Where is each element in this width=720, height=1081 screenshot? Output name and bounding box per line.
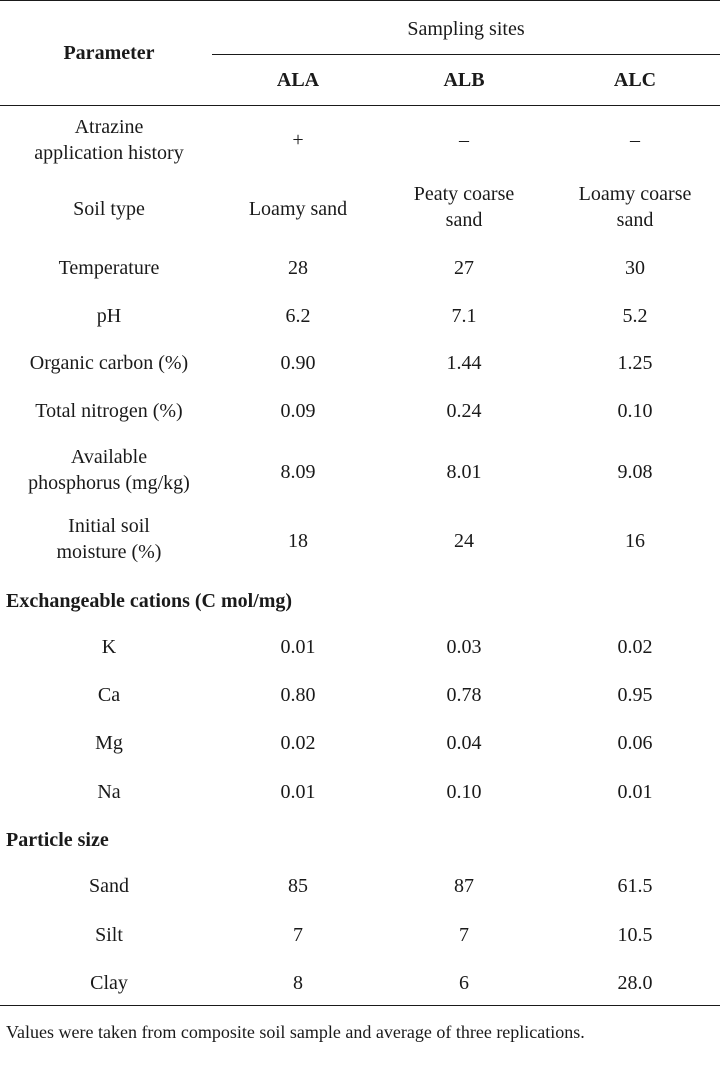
row-clay-alc: 28.0 — [617, 972, 653, 994]
row-temperature-alc: 30 — [625, 257, 645, 279]
row-total-nitrogen-ala: 0.09 — [280, 400, 316, 422]
row-ca-alc: 0.95 — [617, 684, 653, 706]
value-line: sand — [616, 209, 654, 231]
row-atrazine-alb: – — [459, 129, 469, 151]
row-ph-label: pH — [96, 305, 122, 327]
row-ca-ala: 0.80 — [280, 684, 316, 706]
row-phosphorus-ala: 8.09 — [280, 461, 316, 483]
row-atrazine-alc: – — [630, 129, 640, 151]
label-line: application history — [34, 142, 184, 164]
section-exchangeable-cations: Exchangeable cations (C mol/mg) — [6, 590, 293, 612]
row-organic-carbon-ala: 0.90 — [280, 352, 316, 374]
value-line: Peaty coarse — [413, 183, 515, 205]
row-na-label: Na — [97, 781, 121, 803]
row-temperature-alb: 27 — [454, 257, 474, 279]
row-moisture-alb: 24 — [454, 530, 474, 552]
row-sand-label: Sand — [89, 875, 129, 897]
row-silt-alb: 7 — [459, 924, 469, 946]
sampling-sites-rule — [212, 54, 720, 55]
row-mg-alb: 0.04 — [446, 732, 482, 754]
row-clay-ala: 8 — [293, 972, 303, 994]
label-line: Available — [70, 446, 148, 468]
row-na-alc: 0.01 — [617, 781, 653, 803]
row-ca-alb: 0.78 — [446, 684, 482, 706]
row-ph-alc: 5.2 — [622, 305, 648, 327]
row-soil-type-ala: Loamy sand — [248, 198, 348, 220]
row-mg-label: Mg — [95, 732, 123, 754]
site-header-ala: ALA — [276, 69, 320, 91]
label-line: Atrazine — [74, 116, 144, 138]
row-moisture-alc: 16 — [625, 530, 645, 552]
row-sand-alb: 87 — [454, 875, 474, 897]
row-mg-ala: 0.02 — [280, 732, 316, 754]
row-ca-label: Ca — [97, 684, 121, 706]
row-ph-alb: 7.1 — [451, 305, 477, 327]
row-total-nitrogen-label: Total nitrogen (%) — [35, 400, 183, 422]
row-moisture-label — [0, 513, 218, 565]
row-soil-type-alb — [378, 181, 550, 233]
row-total-nitrogen-alc: 0.10 — [617, 400, 653, 422]
row-total-nitrogen-alb: 0.24 — [446, 400, 482, 422]
sampling-sites-header: Sampling sites — [407, 18, 525, 40]
row-na-alb: 0.10 — [446, 781, 482, 803]
value-line: sand — [445, 209, 483, 231]
row-organic-carbon-alc: 1.25 — [617, 352, 653, 374]
row-k-alb: 0.03 — [446, 636, 482, 658]
row-silt-label: Silt — [95, 924, 123, 946]
section-particle-size: Particle size — [6, 829, 109, 851]
row-phosphorus-alb: 8.01 — [446, 461, 482, 483]
label-line: moisture (%) — [56, 541, 162, 563]
row-phosphorus-label — [0, 444, 218, 496]
row-atrazine-ala: + — [292, 129, 304, 151]
parameter-header: Parameter — [63, 42, 155, 64]
table-top-rule — [0, 0, 720, 1]
row-na-ala: 0.01 — [280, 781, 316, 803]
row-clay-label: Clay — [90, 972, 128, 994]
row-phosphorus-alc: 9.08 — [617, 461, 653, 483]
row-organic-carbon-alb: 1.44 — [446, 352, 482, 374]
row-sand-ala: 85 — [288, 875, 308, 897]
row-silt-ala: 7 — [293, 924, 303, 946]
table-footnote: Values were taken from composite soil sample and average of three replications. — [6, 1022, 585, 1042]
row-k-alc: 0.02 — [617, 636, 653, 658]
site-header-alb: ALB — [443, 69, 485, 91]
row-soil-type-label: Soil type — [73, 198, 145, 220]
row-soil-type-alc — [550, 181, 720, 233]
table-bottom-rule — [0, 1005, 720, 1006]
row-sand-alc: 61.5 — [617, 875, 653, 897]
row-k-label: K — [101, 636, 117, 658]
row-atrazine-label — [0, 114, 218, 166]
value-line: Loamy coarse — [578, 183, 692, 205]
row-ph-ala: 6.2 — [285, 305, 311, 327]
row-k-ala: 0.01 — [280, 636, 316, 658]
row-moisture-ala: 18 — [288, 530, 308, 552]
row-silt-alc: 10.5 — [617, 924, 653, 946]
header-bottom-rule — [0, 105, 720, 106]
row-clay-alb: 6 — [459, 972, 469, 994]
row-mg-alc: 0.06 — [617, 732, 653, 754]
row-temperature-ala: 28 — [288, 257, 308, 279]
label-line: Initial soil — [68, 515, 150, 537]
label-line: phosphorus (mg/kg) — [28, 472, 190, 494]
row-temperature-label: Temperature — [58, 257, 160, 279]
row-organic-carbon-label: Organic carbon (%) — [29, 352, 189, 374]
site-header-alc: ALC — [613, 69, 657, 91]
